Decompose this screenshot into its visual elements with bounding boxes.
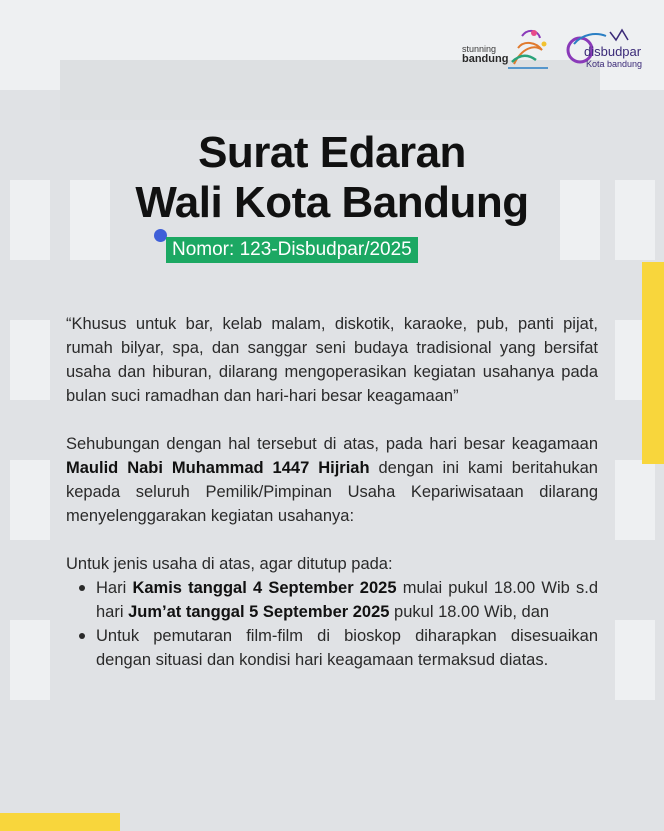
stunning-bandung-logo: [462, 24, 552, 72]
kota-bandung-logo-text: Kota bandung: [586, 59, 643, 69]
list-item-text: Hari: [96, 579, 133, 597]
right-accent-bar: [642, 262, 664, 464]
bottom-accent-bar: [0, 813, 120, 831]
notice-paragraph: [66, 432, 598, 528]
disbudpar-logo-text: disbudpar: [584, 44, 642, 59]
letter-body: [66, 312, 598, 672]
notice-text-pre: Sehubungan dengan hal tersebut di atas, pada hari besar keagamaan: [66, 435, 598, 453]
closure-intro: Untuk jenis usaha di atas, agar ditutup pada:: [66, 555, 393, 573]
page-title-line-1: Surat Edaran: [198, 128, 466, 177]
page-title-line-2: Wali Kota Bandung: [135, 178, 529, 227]
logos-area: [462, 24, 644, 72]
notice-text-post: dengan ini kami beritahukan kepada seluruh Pemilik/Pimpinan Usaha Kepariwisataan dilarang menyelenggarakan kegiatan usahanya:: [66, 459, 598, 525]
disbudpar-logo: [566, 24, 644, 72]
closure-list: [66, 576, 598, 672]
list-item-dates: [96, 576, 598, 624]
list-item-cinema: Untuk pemutaran film-film di bioskop diharapkan disesuaikan dengan situasi dan kondisi hari keagamaan termaksud diatas.: [96, 624, 598, 672]
list-item-text: pukul 18.00 Wib, dan: [389, 603, 550, 621]
quote-paragraph: “Khusus untuk bar, kelab malam, diskotik, karaoke, pub, panti pijat, rumah bilyar, spa, dan sanggar seni budaya tradisional yang bersifat usaha dan hiburan, dilarang mengoperasikan kegiatan usahanya pada bulan suci ramadhan dan hari-hari besar keagamaan”: [66, 315, 598, 405]
list-item-text: mulai pukul 18.00 Wib s.d hari: [96, 579, 598, 621]
notice-holiday-name: Maulid Nabi Muhammad 1447 Hijriah: [66, 459, 370, 477]
stunning-logo-text: stunning: [462, 44, 497, 54]
document-number-badge: Nomor: 123-Disbudpar/2025: [166, 237, 418, 263]
start-date-text: Kamis tanggal 4 September 2025: [132, 579, 397, 597]
bandung-logo-text: bandung: [462, 53, 509, 65]
end-date-text: Jum’at tanggal 5 September 2025: [128, 603, 390, 621]
